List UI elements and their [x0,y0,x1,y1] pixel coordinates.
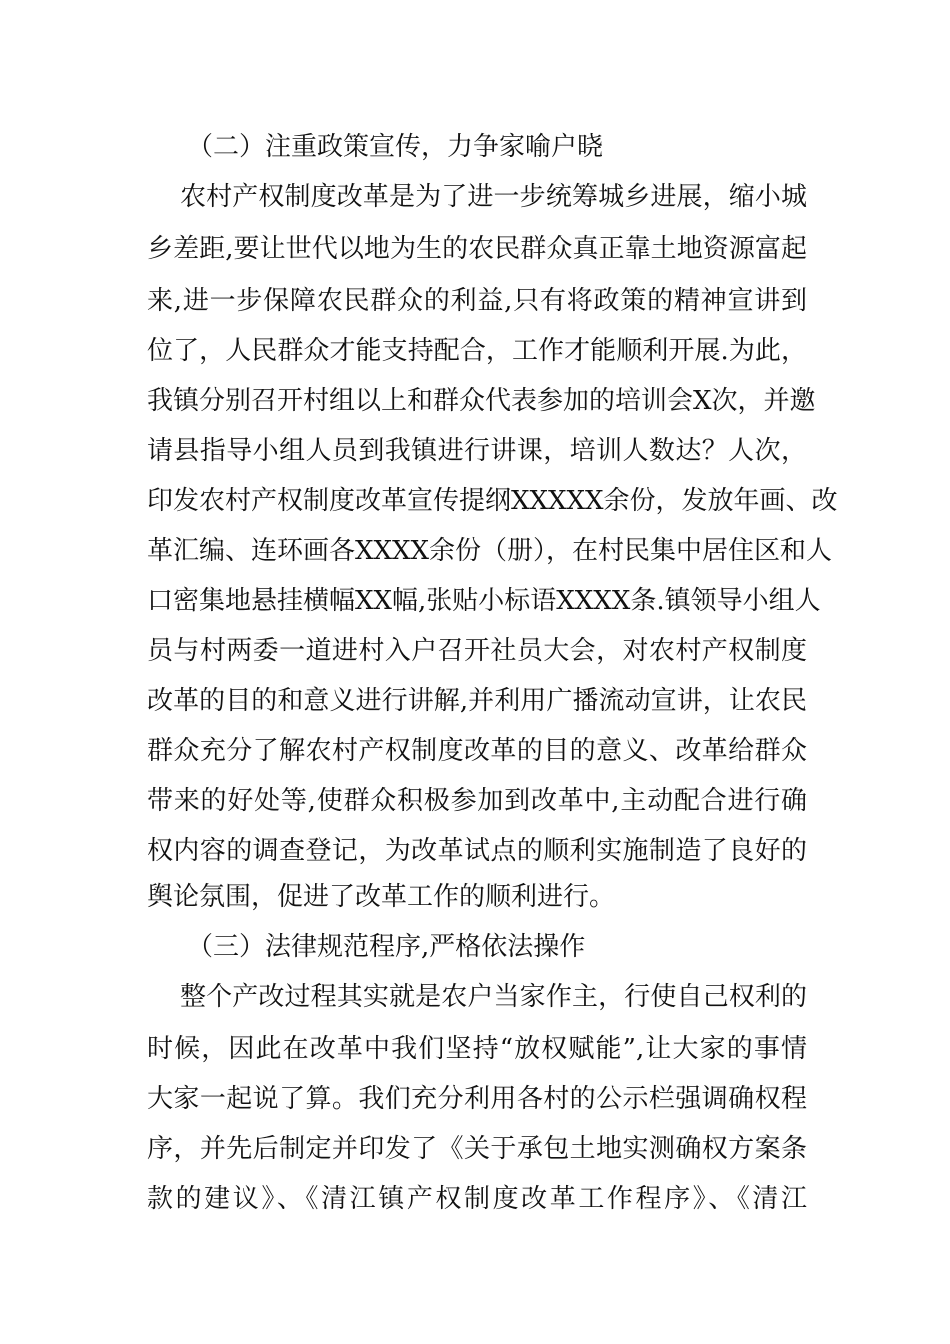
paragraph-line: 权内容的调查登记，为改革试点的顺利实施制造了良好的 [147,836,807,866]
paragraph-line: 舆论氛围，促进了改革工作的顺利进行。 [147,882,616,912]
paragraph-line: 改革的目的和意义进行讲解,并利用广播流动宣讲，让农民 [147,686,807,716]
section-heading-3: （三）法律规范程序,严格依法操作 [187,932,586,962]
paragraph-line: 群众充分了解农村产权制度改革的目的意义、改革给群众 [147,736,807,766]
paragraph-line: 大家一起说了算。我们充分利用各村的公示栏强调确权程 [147,1084,807,1114]
paragraph-line: 口密集地悬挂横幅XX幅,张贴小标语XXXX条.镇领导小组人 [147,586,821,616]
paragraph-line: 革汇编、连环画各XXXX余份（册），在村民集中居住区和人 [147,536,833,566]
paragraph-line: 整个产改过程其实就是农户当家作主，行使自己权利的 [180,982,807,1012]
paragraph-line: 带来的好处等,使群众积极参加到改革中,主动配合进行确 [147,786,807,816]
paragraph-line: 员与村两委一道进村入户召开社员大会，对农村产权制度 [147,636,807,666]
section-heading-2: （二）注重政策宣传，力争家喻户晓 [187,132,604,162]
paragraph-line: 位了，人民群众才能支持配合，工作才能顺利开展.为此， [147,336,807,366]
paragraph-line: 时候，因此在改革中我们坚持“放权赋能”,让大家的事情 [147,1034,807,1064]
paragraph-line: 序，并先后制定并印发了《关于承包土地实测确权方案条 [147,1134,807,1164]
paragraph-line: 农村产权制度改革是为了进一步统筹城乡进展，缩小城 [180,182,807,212]
paragraph-line: 来,进一步保障农民群众的利益,只有将政策的精神宣讲到 [147,286,807,316]
paragraph-line: 我镇分别召开村组以上和群众代表参加的培训会X次，并邀 [147,386,816,416]
paragraph-line: 款的建议》、《清江镇产权制度改革工作程序》、《清江 [147,1184,807,1214]
paragraph-line: 乡差距,要让世代以地为生的农民群众真正靠土地资源富起 [147,234,807,264]
paragraph-line: 请县指导小组人员到我镇进行讲课，培训人数达？人次， [147,436,807,466]
paragraph-line: 印发农村产权制度改革宣传提纲XXXXX余份，发放年画、改 [147,486,838,516]
